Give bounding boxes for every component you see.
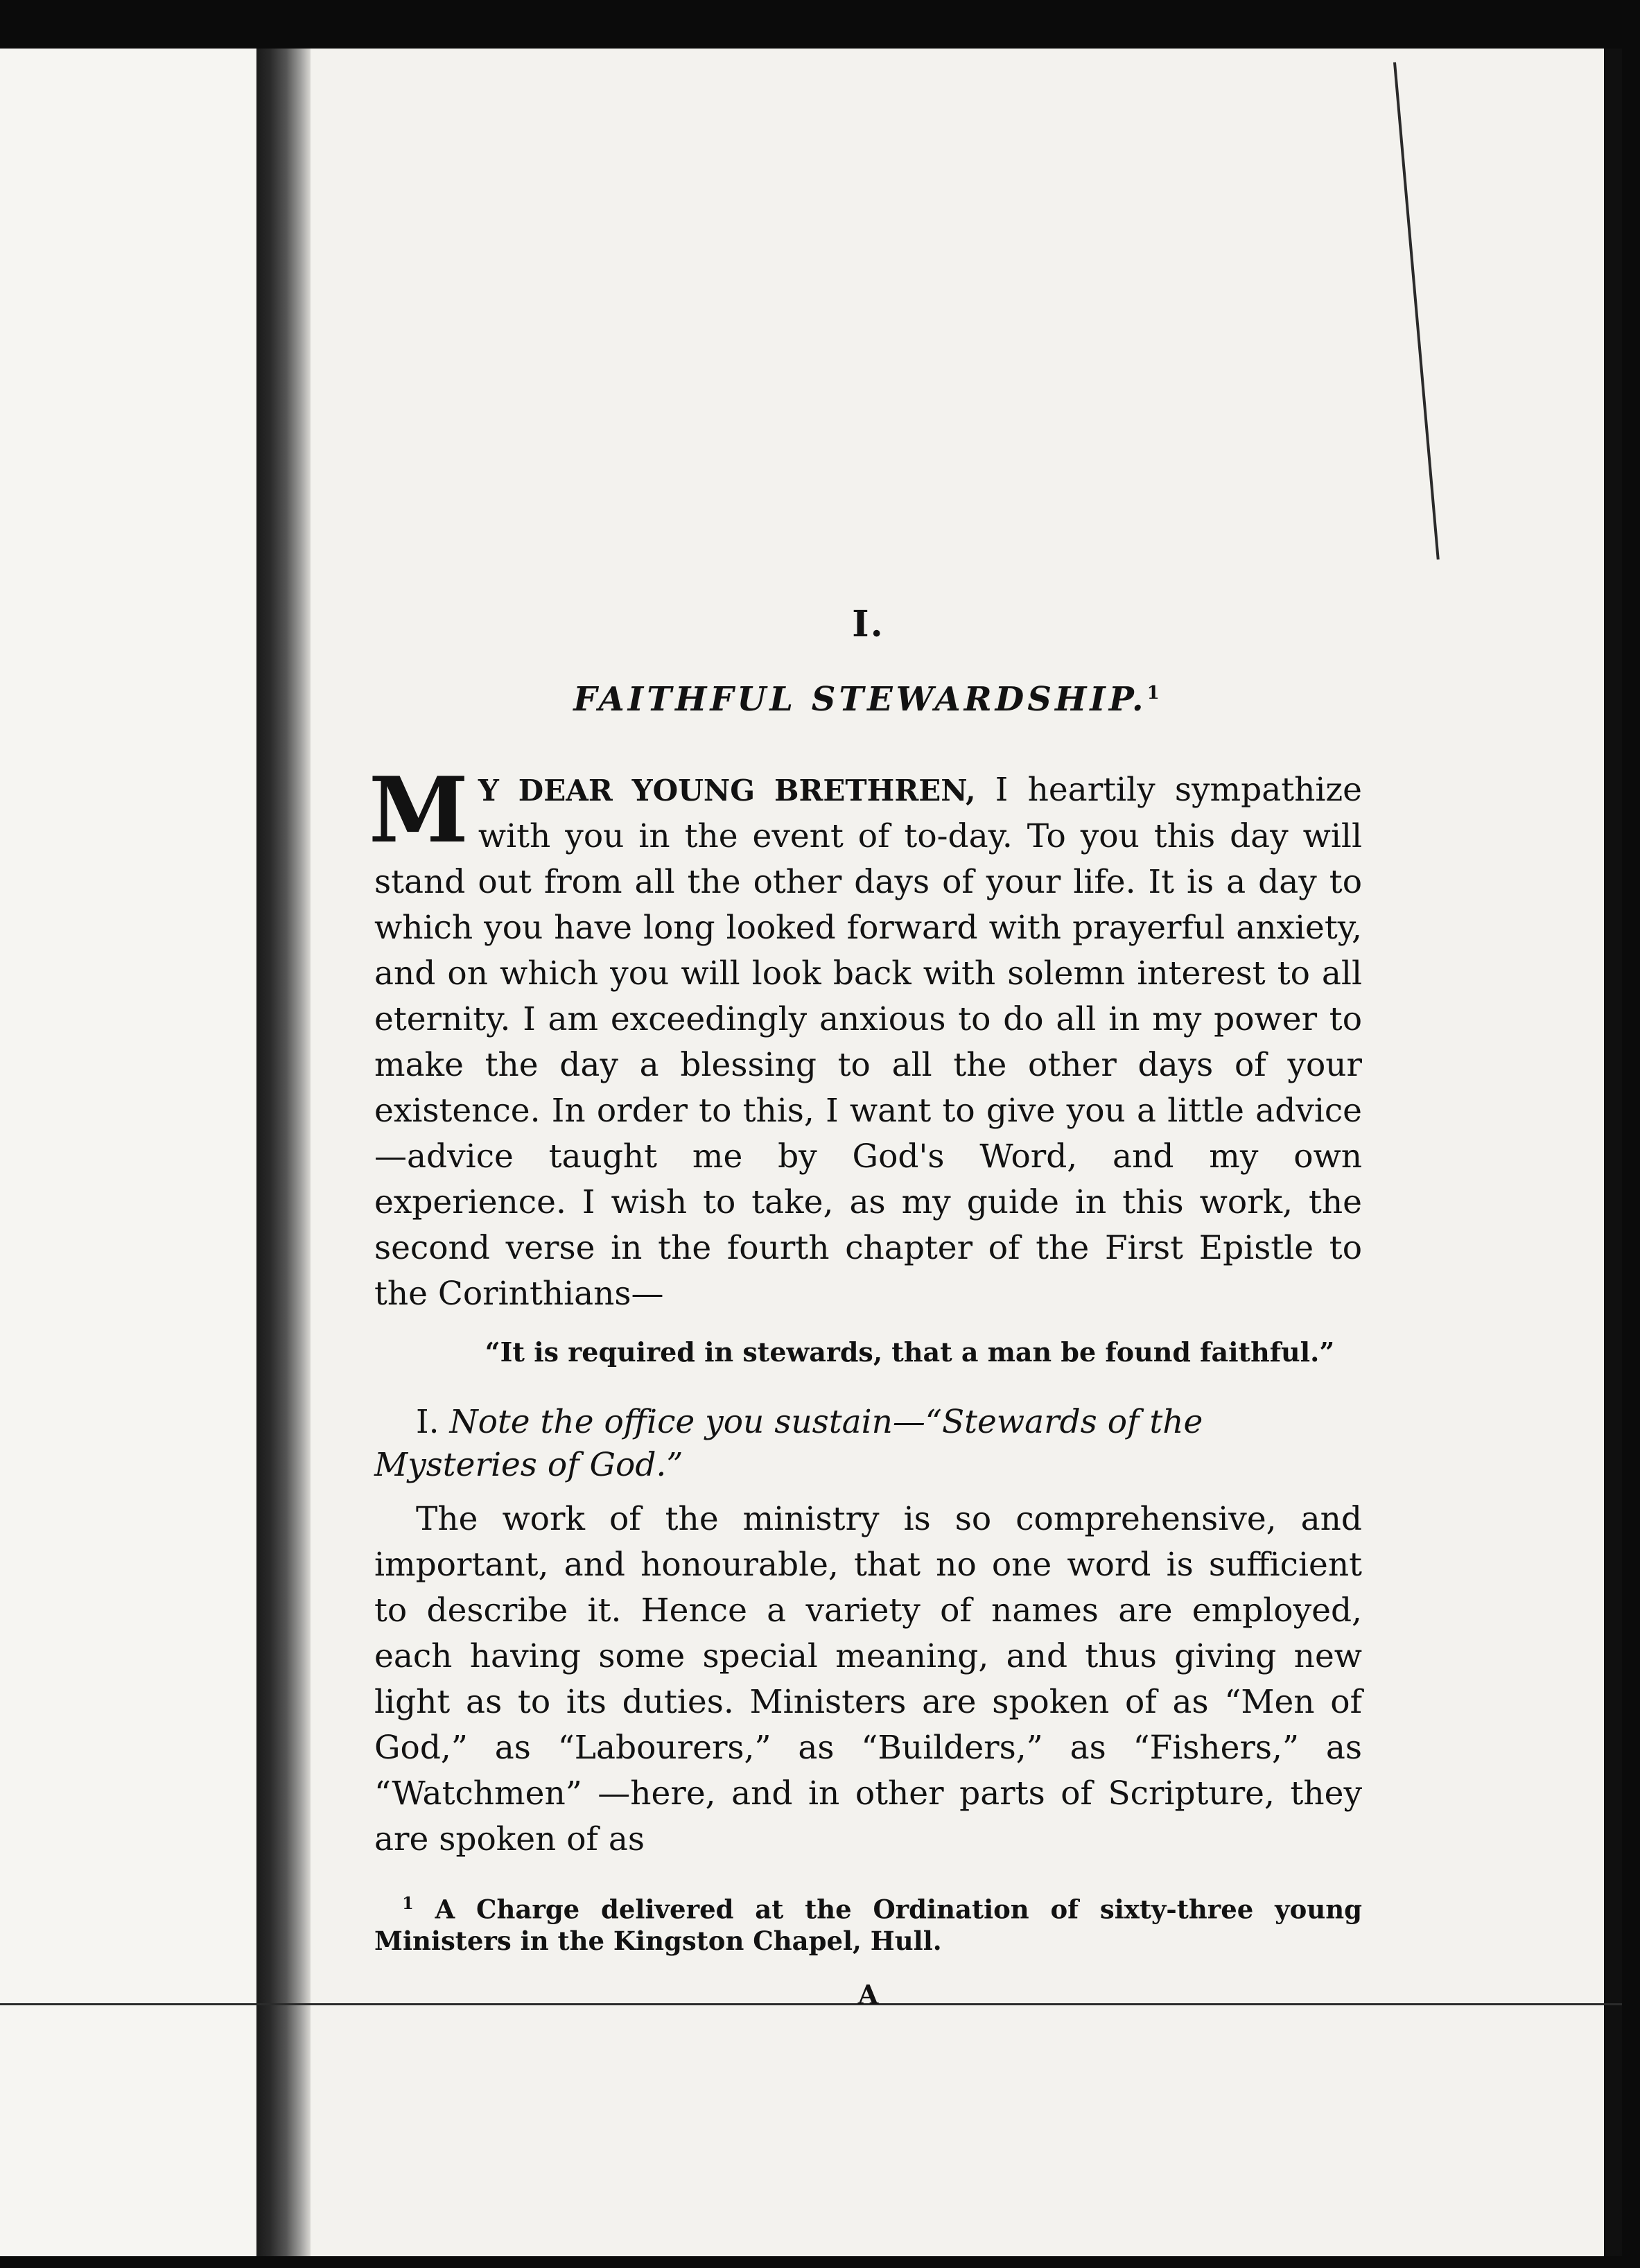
opening-text: I heartily sympathize with you in the event of to-day. To you this day will stand out from all the other days of your life. It is a day to which you have long looked forward with prayerful anxiety, and on which you will look back with solemn interest to all eternity. I am exceedingly anxious to do all in my power to make the day a blessing to all the other days of your existence. In order to this, I want to give you a little advice—advice taught me by God's Word, and my own experience. I wish to take, as my guide in this work, the second verse in the fourth chapter of the First Epistle to the Corinthians— — [374, 771, 1362, 1313]
footnote-marker: 1 — [402, 1893, 414, 1913]
facing-page-edge — [0, 49, 256, 2256]
body-paragraph: The work of the ministry is so comprehensive, and important, and honourable, that no one word is sufficient to describe it. Hence a variety of names are employed, each having some special meaning, and thus giving new light as to its duties. Ministers are spoken of as “Men of God,” as “Labourers,” as “Builders,” as “Fishers,” as “Watchmen” —here, and in other parts of Scripture, they are spoken of as — [374, 1500, 1362, 1858]
printer-signature-mark: A — [857, 1979, 879, 2011]
title-footnote-ref: 1 — [1146, 683, 1163, 704]
opening-smallcaps: Y DEAR YOUNG BRETHREN, — [478, 774, 976, 808]
scripture-quote: “It is required in stewards, that a man be found faithful.” — [485, 1336, 1335, 1368]
footnote-text: A Charge delivered at the Ordination of sixty-three young Ministers in the Kingston Chapel, Hull. — [374, 1894, 1362, 1957]
scanned-page — [0, 49, 1622, 2256]
opening-paragraph — [369, 757, 1362, 1317]
section-number: I. — [852, 603, 884, 645]
drop-cap: M — [369, 757, 469, 863]
page-text-block — [369, 603, 1362, 2011]
scan-border — [1604, 49, 1622, 2256]
point-number: I. — [416, 1403, 439, 1441]
chapter-title — [374, 680, 1362, 719]
footnote — [374, 1887, 1362, 1957]
point-heading — [374, 1401, 1362, 1487]
book-gutter-shadow — [256, 49, 311, 2256]
chapter-title-text: FAITHFUL STEWARDSHIP. — [573, 680, 1147, 719]
page-fold-mark — [1393, 62, 1440, 560]
point-heading-text: Note the office you sustain—“Stewards of the Mysteries of God.” — [374, 1403, 1203, 1484]
